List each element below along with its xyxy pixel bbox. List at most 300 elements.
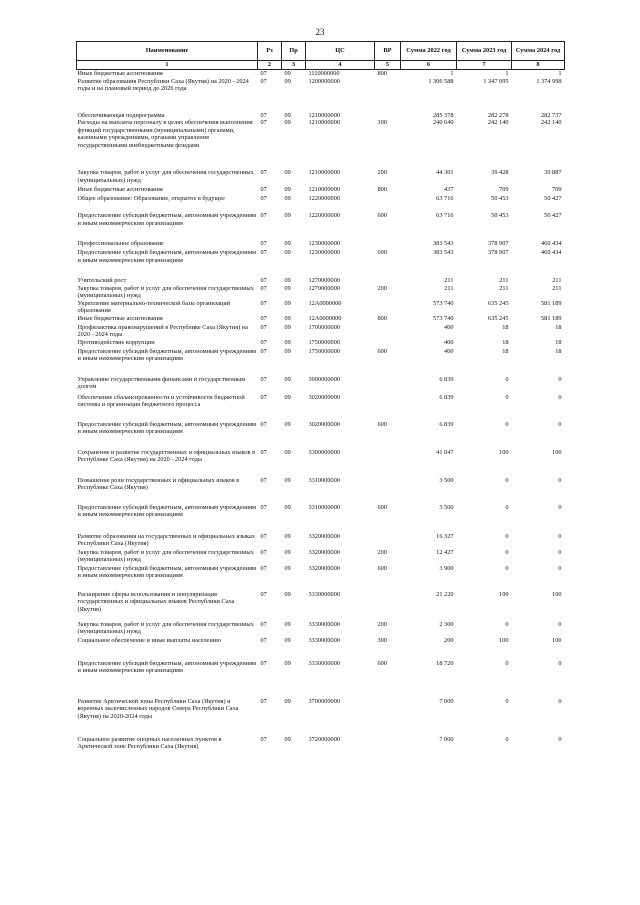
table-row <box>77 533 565 549</box>
row-sum-2024: 18 <box>555 323 562 331</box>
table-row <box>77 477 565 504</box>
row-name: Предоставление субсидий бюджетным, автономным учреждениям и иным некоммерческим организациям <box>77 212 256 227</box>
row-sum-2024: 0 <box>558 735 562 743</box>
row-sum-2023: 18 <box>502 347 509 355</box>
row-pr: 09 <box>284 620 291 628</box>
row-pr: 09 <box>284 338 291 346</box>
row-vr: 300 <box>377 636 387 644</box>
row-name: Управление государственными финансами и государственным долгом <box>77 375 246 391</box>
row-cs: 1270000000 <box>308 277 340 285</box>
table-row <box>77 315 565 324</box>
table-row <box>77 277 565 285</box>
row-name: Предоставление субсидий бюджетным, автономным учреждениям и иным некоммерческим организациям <box>77 503 256 519</box>
table-header-row <box>77 42 565 61</box>
table-row <box>77 249 565 277</box>
row-cs: 12А0000000 <box>308 314 342 322</box>
table-row <box>77 300 565 315</box>
row-sum-2022: 400 <box>444 338 454 346</box>
row-pr: 09 <box>284 476 291 484</box>
column-number: 2 <box>258 61 282 70</box>
row-cs: 3330000000 <box>308 620 340 628</box>
row-sum-2024: 211 <box>552 277 562 285</box>
row-name: Закупка товаров, работ и услуг для обеспечения государственных (муниципальных) нужд <box>77 169 254 184</box>
row-pr: 09 <box>284 299 291 307</box>
row-vr <box>375 449 401 477</box>
row-sum-2024: 709 <box>552 186 562 194</box>
row-name: Иные бюджетные ассигнования <box>77 186 163 194</box>
row-sum-2024: 460 434 <box>541 249 562 257</box>
row-rz: 07 <box>260 659 267 667</box>
row-sum-2022: 6 839 <box>439 375 454 383</box>
row-sum-2022: 383 543 <box>433 249 454 257</box>
row-sum-2023: 282 278 <box>488 111 509 119</box>
row-cs: 3330000000 <box>308 590 340 598</box>
table-row <box>77 394 565 421</box>
row-name: Противодействие коррупции <box>77 338 155 346</box>
row-sum-2022: 200 <box>444 636 454 644</box>
row-rz: 07 <box>260 169 267 177</box>
table-row <box>77 212 565 240</box>
row-vr <box>375 300 401 315</box>
row-sum-2023: 18 <box>502 338 509 346</box>
row-name: Развитие образования на государственных и официальных языках Республики Саха (Якутия) <box>77 532 255 548</box>
row-rz: 07 <box>260 111 267 119</box>
row-name: Обеспечение сбалансированности и устойчивости бюджетной системы и организация бюджетного процесса <box>77 393 245 409</box>
row-rz: 07 <box>260 77 267 85</box>
row-sum-2024: 18 <box>555 338 562 346</box>
row-pr: 09 <box>284 659 291 667</box>
row-rz: 07 <box>260 448 267 456</box>
row-sum-2024: 100 <box>552 636 562 644</box>
row-rz: 07 <box>260 420 267 428</box>
row-sum-2022: 573 740 <box>433 314 454 322</box>
row-name: Предоставление субсидий бюджетным, автономным учреждениям и иным некоммерческим организациям <box>77 564 256 580</box>
row-name: Профессиональное образование <box>77 240 164 248</box>
row-pr: 09 <box>284 314 291 322</box>
row-sum-2022: 7 000 <box>439 697 454 705</box>
row-rz: 07 <box>260 314 267 322</box>
row-sum-2024: 1 <box>558 70 562 77</box>
row-vr: 600 <box>377 420 387 428</box>
table-row <box>77 78 565 112</box>
row-name: Расширение сферы использования и популяризация государственных и официальных языков Республики Саха (Якутия) <box>77 590 235 614</box>
table-row <box>77 285 565 300</box>
row-pr: 09 <box>284 323 291 331</box>
row-sum-2024: 282 737 <box>541 111 562 119</box>
row-name: Учительский рост <box>77 277 127 285</box>
row-rz: 07 <box>260 393 267 401</box>
row-sum-2023: 211 <box>499 277 509 285</box>
row-pr: 09 <box>284 169 291 177</box>
row-sum-2024: 0 <box>558 375 562 383</box>
row-sum-2023: 0 <box>505 393 509 401</box>
col-header-sum-2024: Сумма 2024 год <box>512 42 565 61</box>
row-name: Закупка товаров, работ и услуг для обеспечения государственных (муниципальных) нужд <box>77 620 254 636</box>
row-sum-2024: 50 427 <box>544 195 562 203</box>
row-cs: 1750000000 <box>308 338 340 346</box>
row-sum-2023: 39 428 <box>491 169 509 177</box>
row-name: Социальное развитие опорных населенных пунктов в Арктической зоне Республики Саха (Якутия) <box>77 735 222 751</box>
row-rz: 07 <box>260 186 267 194</box>
table-row <box>77 324 565 339</box>
row-cs: 1210000000 <box>308 186 340 194</box>
row-rz: 07 <box>260 119 267 127</box>
row-sum-2023: 0 <box>505 375 509 383</box>
row-name: Укрепление материально-технической базы организаций образования <box>77 299 231 315</box>
table-row <box>77 240 565 249</box>
table-row <box>77 195 565 212</box>
row-cs: 3000000000 <box>308 375 340 383</box>
row-pr: 09 <box>284 186 291 194</box>
row-name: Сохранение и развитие государственных и официальных языков в Республике Саха (Якутия) на 2020 - 2024 годы <box>77 448 256 464</box>
row-vr <box>375 240 401 249</box>
row-vr <box>375 195 401 212</box>
row-sum-2022: 400 <box>444 323 454 331</box>
column-number-row <box>77 61 565 70</box>
row-rz: 07 <box>260 564 267 572</box>
table-row <box>77 565 565 591</box>
row-cs: 1220000000 <box>308 195 340 203</box>
table-row <box>77 736 565 760</box>
row-vr <box>375 376 401 394</box>
row-sum-2022: 7 000 <box>439 735 454 743</box>
row-vr <box>375 339 401 348</box>
row-pr: 09 <box>284 277 291 285</box>
row-sum-2024: 0 <box>558 659 562 667</box>
row-sum-2022: 63 716 <box>436 212 454 220</box>
row-cs: 1230000000 <box>308 249 340 257</box>
table-row <box>77 186 565 195</box>
row-vr: 200 <box>377 169 387 177</box>
row-sum-2022: 383 543 <box>433 240 454 248</box>
row-sum-2023: 100 <box>499 448 509 456</box>
row-sum-2024: 100 <box>552 448 562 456</box>
column-number: 8 <box>512 61 565 70</box>
table-row <box>77 637 565 660</box>
row-pr: 09 <box>284 448 291 456</box>
row-cs: 3330000000 <box>308 659 340 667</box>
row-sum-2022: 1 306 588 <box>428 77 454 85</box>
row-rz: 07 <box>260 476 267 484</box>
row-sum-2022: 18 720 <box>436 659 454 667</box>
row-rz: 07 <box>260 375 267 383</box>
row-rz: 07 <box>260 195 267 203</box>
row-sum-2023: 635 245 <box>488 299 509 307</box>
row-sum-2023: 709 <box>499 186 509 194</box>
row-sum-2023: 211 <box>499 284 509 292</box>
row-name: Иные бюджетные ассигнования <box>77 70 163 77</box>
row-vr: 200 <box>377 548 387 556</box>
row-sum-2024: 50 427 <box>544 212 562 220</box>
row-name: Иные бюджетные ассигнования <box>77 314 163 322</box>
row-vr: 800 <box>377 70 387 77</box>
col-header-rz: Рз <box>258 42 282 61</box>
row-sum-2022: 240 640 <box>433 119 454 127</box>
row-sum-2022: 2 300 <box>439 620 454 628</box>
row-sum-2023: 378 907 <box>488 249 509 257</box>
column-number: 4 <box>306 61 375 70</box>
row-sum-2022: 21 220 <box>436 590 454 598</box>
row-name: Предоставление субсидий бюджетным, автономным учреждениям и иным некоммерческим организациям <box>77 249 256 264</box>
row-sum-2023: 0 <box>505 503 509 511</box>
row-sum-2024: 1 374 998 <box>536 77 562 85</box>
row-vr <box>375 112 401 120</box>
row-rz: 07 <box>260 620 267 628</box>
row-name: Закупка товаров, работ и услуг для обеспечения государственных (муниципальных) нужд <box>77 548 254 564</box>
row-vr: 600 <box>377 212 387 220</box>
row-cs: 3020000000 <box>308 393 340 401</box>
budget-table <box>76 41 565 760</box>
row-pr: 09 <box>284 70 291 77</box>
row-cs: 1200000000 <box>308 77 340 85</box>
row-cs: 3720000000 <box>308 735 340 743</box>
column-number: 7 <box>457 61 512 70</box>
table-row <box>77 119 565 169</box>
row-rz: 07 <box>260 284 267 292</box>
row-sum-2023: 50 453 <box>491 212 509 220</box>
row-sum-2022: 211 <box>444 284 454 292</box>
row-sum-2023: 242 140 <box>488 119 509 127</box>
row-sum-2022: 1 <box>450 70 454 77</box>
row-sum-2022: 211 <box>444 277 454 285</box>
row-rz: 07 <box>260 240 267 248</box>
row-pr: 09 <box>284 249 291 257</box>
row-sum-2024: 0 <box>558 548 562 556</box>
row-pr: 09 <box>284 240 291 248</box>
row-name: Общее образование: Образование, открытое в будущее <box>77 195 225 203</box>
row-vr: 800 <box>377 186 387 194</box>
row-vr: 200 <box>377 284 387 292</box>
row-rz: 07 <box>260 503 267 511</box>
row-sum-2024: 460 434 <box>541 240 562 248</box>
col-header-vr: ВР <box>375 42 401 61</box>
row-sum-2024: 100 <box>552 590 562 598</box>
row-cs: 3020000000 <box>308 420 340 428</box>
row-pr: 09 <box>284 212 291 220</box>
row-pr: 09 <box>284 636 291 644</box>
row-sum-2022: 6 839 <box>439 393 454 401</box>
row-cs: 3320000000 <box>308 564 340 572</box>
table-row <box>77 660 565 698</box>
row-pr: 09 <box>284 590 291 598</box>
row-sum-2022: 3 900 <box>439 564 454 572</box>
row-pr: 09 <box>284 532 291 540</box>
row-cs: 3310000000 <box>308 503 340 511</box>
row-pr: 09 <box>284 195 291 203</box>
row-pr: 09 <box>284 393 291 401</box>
row-pr: 09 <box>284 420 291 428</box>
row-rz: 07 <box>260 70 267 77</box>
col-header-sum-2023: Сумма 2023 год <box>457 42 512 61</box>
col-header-name: Наименование <box>77 42 258 61</box>
table-row <box>77 449 565 477</box>
row-cs: 1210000000 <box>308 111 340 119</box>
row-name: Обеспечивающая подпрограмма <box>77 111 165 119</box>
row-cs: 12А0000000 <box>308 299 342 307</box>
row-cs: 1220000000 <box>308 212 340 220</box>
row-vr: 200 <box>377 620 387 628</box>
row-sum-2022: 12 427 <box>436 548 454 556</box>
row-rz: 07 <box>260 735 267 743</box>
row-cs: 1700000000 <box>308 323 340 331</box>
row-rz: 07 <box>260 338 267 346</box>
table-row <box>77 339 565 348</box>
row-sum-2023: 0 <box>505 420 509 428</box>
row-rz: 07 <box>260 532 267 540</box>
row-rz: 07 <box>260 590 267 598</box>
row-sum-2024: 0 <box>558 503 562 511</box>
row-name: Предоставление субсидий бюджетным, автономным учреждениям и иным некоммерческим организациям <box>77 347 256 363</box>
row-cs: 1210000000 <box>308 119 340 127</box>
row-sum-2024: 0 <box>558 393 562 401</box>
row-name: Развитие Арктической зоны Республики Саха (Якутия) и коренных малочисленных народов Севера Республики Саха (Якутия) на 2020-2024 годы <box>77 697 239 721</box>
row-vr <box>375 277 401 285</box>
row-sum-2022: 44 301 <box>436 169 454 177</box>
row-cs: 1210000000 <box>308 169 340 177</box>
row-sum-2023: 0 <box>505 620 509 628</box>
row-pr: 09 <box>284 77 291 85</box>
row-vr <box>375 394 401 421</box>
row-pr: 09 <box>284 735 291 743</box>
column-number: 1 <box>77 61 258 70</box>
column-number: 3 <box>282 61 306 70</box>
row-pr: 09 <box>284 284 291 292</box>
row-pr: 09 <box>284 697 291 705</box>
row-rz: 07 <box>260 636 267 644</box>
row-sum-2024: 242 140 <box>541 119 562 127</box>
col-header-sum-2022: Сумма 2022 год <box>401 42 457 61</box>
row-sum-2023: 1 347 095 <box>483 77 509 85</box>
row-name: Предоставление субсидий бюджетным, автономным учреждениям и иным некоммерческим организациям <box>77 659 256 675</box>
col-header-cs: ЦС <box>306 42 375 61</box>
row-vr: 100 <box>377 119 387 127</box>
row-sum-2023: 0 <box>505 548 509 556</box>
row-sum-2023: 0 <box>505 532 509 540</box>
row-cs: 3300000000 <box>308 448 340 456</box>
row-sum-2024: 581 189 <box>541 314 562 322</box>
table-row <box>77 591 565 621</box>
table-row <box>77 70 565 78</box>
row-pr: 09 <box>284 347 291 355</box>
row-cs: 3310000000 <box>308 476 340 484</box>
row-name: Профилактика правонарушений в Республике Саха (Якутия) на 2020 - 2024 годы <box>77 323 248 339</box>
row-sum-2022: 41 047 <box>436 448 454 456</box>
row-cs: 3700000000 <box>308 697 340 705</box>
row-name: Социальное обеспечение и иные выплаты населению <box>77 636 221 644</box>
row-pr: 09 <box>284 111 291 119</box>
table-row <box>77 376 565 394</box>
row-pr: 09 <box>284 564 291 572</box>
row-sum-2023: 0 <box>505 564 509 572</box>
row-cs: 3330000000 <box>308 636 340 644</box>
row-pr: 09 <box>284 548 291 556</box>
table-row <box>77 421 565 449</box>
row-cs: 1270000000 <box>308 284 340 292</box>
table-row <box>77 698 565 736</box>
row-sum-2023: 635 245 <box>488 314 509 322</box>
row-rz: 07 <box>260 548 267 556</box>
table-row <box>77 169 565 186</box>
row-sum-2022: 16 327 <box>436 532 454 540</box>
row-vr <box>375 591 401 621</box>
row-name: Расходы на выплаты персоналу в целях обеспечения выполнения функций государственными (муниципальными) органами, казенными учреждениями, органами управления государственными внебюджетными фондами <box>77 119 253 149</box>
row-sum-2024: 0 <box>558 620 562 628</box>
row-sum-2024: 0 <box>558 532 562 540</box>
row-sum-2022: 63 716 <box>436 195 454 203</box>
row-vr: 600 <box>377 659 387 667</box>
column-number: 5 <box>375 61 401 70</box>
row-name: Закупка товаров, работ и услуг для обеспечения государственных (муниципальных) нужд <box>77 284 254 300</box>
col-header-pr: Пр <box>282 42 306 61</box>
row-rz: 07 <box>260 212 267 220</box>
row-sum-2024: 39 887 <box>544 169 562 177</box>
row-sum-2022: 400 <box>444 347 454 355</box>
row-sum-2023: 18 <box>502 323 509 331</box>
table-row <box>77 549 565 565</box>
row-sum-2024: 0 <box>558 476 562 484</box>
row-vr: 600 <box>377 564 387 572</box>
page-number: 23 <box>315 27 325 37</box>
row-sum-2024: 581 189 <box>541 299 562 307</box>
row-rz: 07 <box>260 347 267 355</box>
row-sum-2023: 378 907 <box>488 240 509 248</box>
row-sum-2023: 100 <box>499 590 509 598</box>
table-row <box>77 112 565 120</box>
row-sum-2022: 6 839 <box>439 420 454 428</box>
row-vr: 600 <box>377 347 387 355</box>
row-sum-2022: 285 378 <box>433 111 454 119</box>
row-sum-2022: 3 500 <box>439 503 454 511</box>
row-sum-2024: 211 <box>552 284 562 292</box>
row-vr <box>375 477 401 504</box>
column-number: 6 <box>401 61 457 70</box>
row-sum-2024: 18 <box>555 347 562 355</box>
row-vr: 600 <box>377 249 387 257</box>
row-rz: 07 <box>260 249 267 257</box>
row-vr <box>375 324 401 339</box>
row-pr: 09 <box>284 119 291 127</box>
row-vr: 600 <box>377 503 387 511</box>
row-rz: 07 <box>260 277 267 285</box>
row-cs: 1230000000 <box>308 240 340 248</box>
table-row <box>77 621 565 637</box>
row-rz: 07 <box>260 697 267 705</box>
row-sum-2022: 437 <box>444 186 454 194</box>
row-vr <box>375 533 401 549</box>
row-name: Развитие образования Республики Саха (Якутия) на 2020 - 2024 годы и на плановый период до 2026 года <box>77 77 249 93</box>
row-cs: 1750000000 <box>308 347 340 355</box>
row-pr: 09 <box>284 503 291 511</box>
row-rz: 07 <box>260 323 267 331</box>
row-cs: 1110000000 <box>308 70 340 77</box>
row-vr <box>375 78 401 112</box>
row-vr <box>375 736 401 760</box>
row-vr: 800 <box>377 314 387 322</box>
row-sum-2023: 50 453 <box>491 195 509 203</box>
row-sum-2024: 0 <box>558 564 562 572</box>
row-name: Повышение роли государственных и официальных языков в Республике Саха (Якутия) <box>77 476 240 492</box>
row-vr <box>375 698 401 736</box>
row-sum-2023: 0 <box>505 735 509 743</box>
row-sum-2023: 1 <box>505 70 509 77</box>
row-sum-2024: 0 <box>558 697 562 705</box>
row-cs: 3320000000 <box>308 532 340 540</box>
row-sum-2024: 0 <box>558 420 562 428</box>
row-cs: 3320000000 <box>308 548 340 556</box>
row-sum-2023: 100 <box>499 636 509 644</box>
row-sum-2022: 573 740 <box>433 299 454 307</box>
row-sum-2023: 0 <box>505 697 509 705</box>
